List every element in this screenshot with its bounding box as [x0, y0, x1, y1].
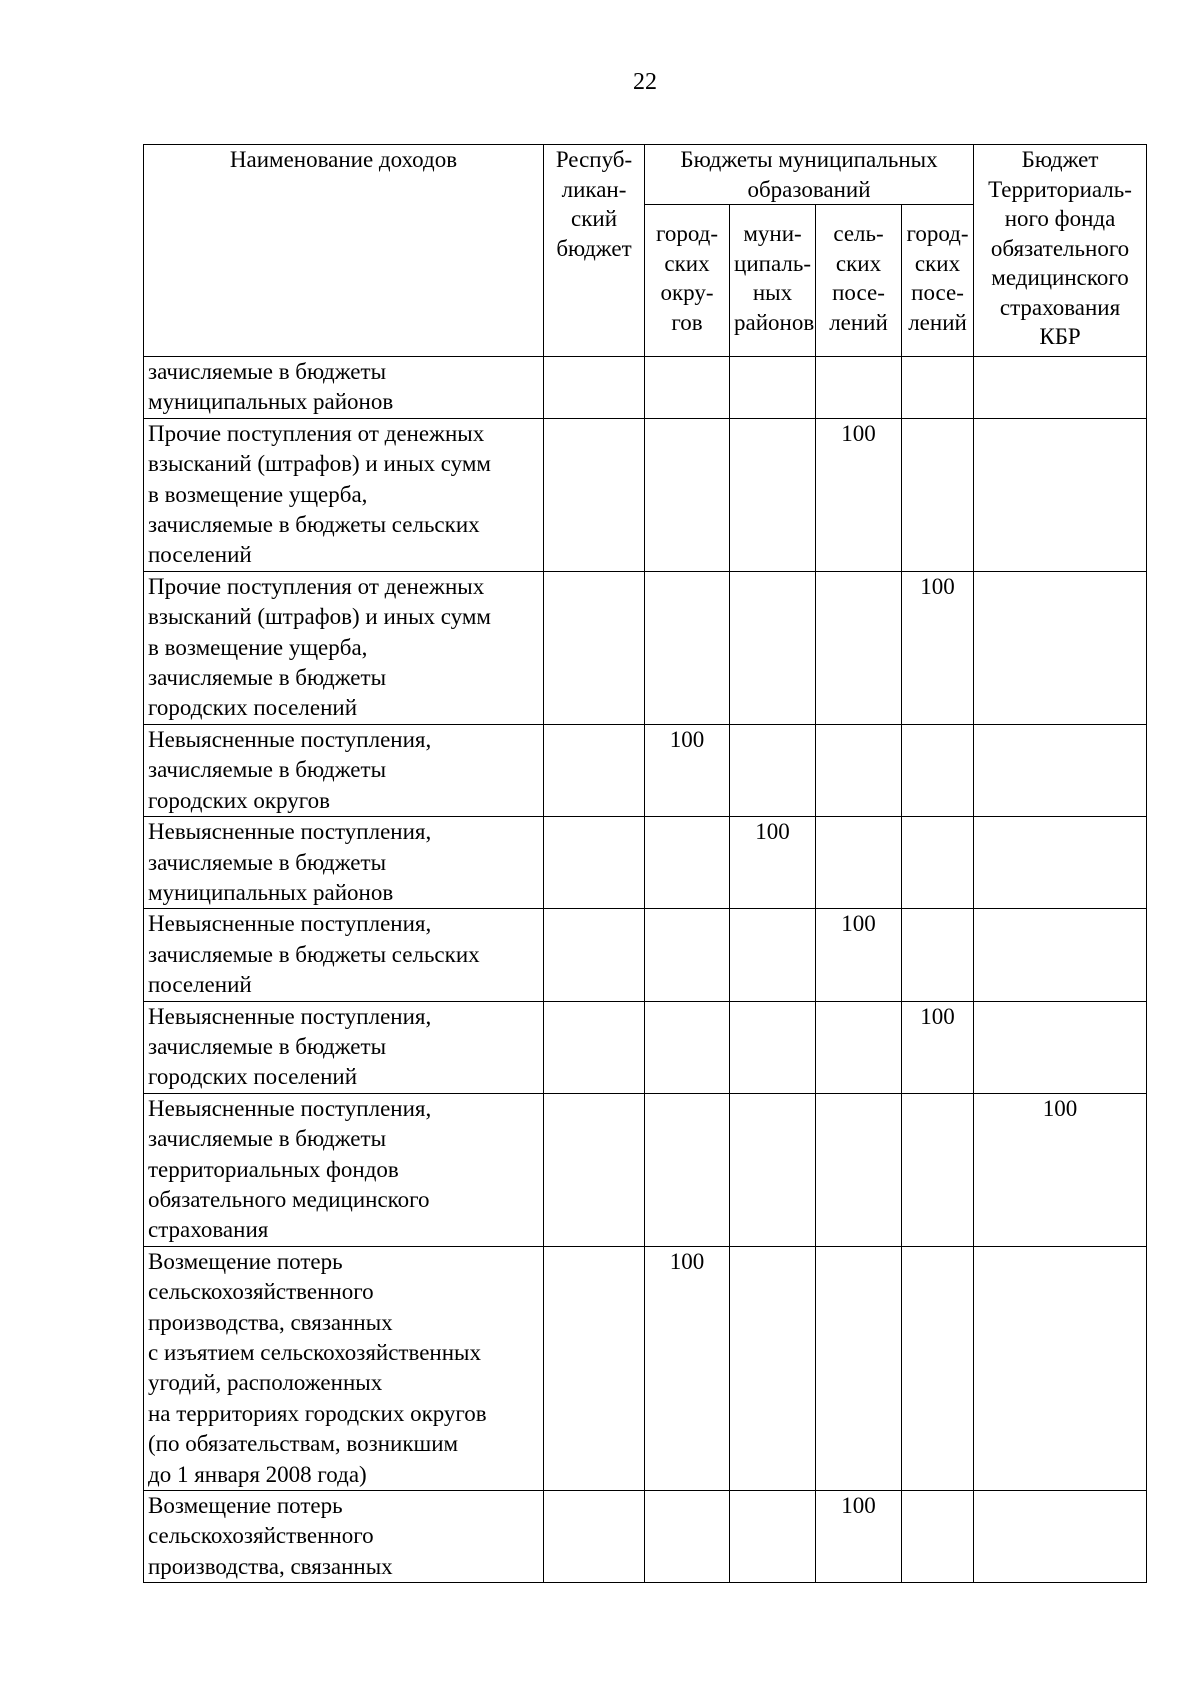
cell-urban-settlements: [902, 724, 974, 816]
revenue-name-line: сельскохозяйственного: [148, 1279, 374, 1305]
cell-municipal-districts: [730, 357, 816, 419]
page-number: 22: [633, 69, 657, 95]
cell-city-districts: [645, 571, 730, 724]
table-row: [144, 357, 1147, 419]
cell-revenue-name: [144, 1491, 544, 1583]
revenue-name-line: поселений: [148, 972, 252, 998]
revenue-name-line: Невыясненные поступления,: [148, 726, 432, 752]
cell-municipal-districts: [730, 724, 816, 816]
revenue-name-line: до 1 января 2008 года): [148, 1461, 367, 1487]
header-republican-budget: [544, 145, 645, 357]
cell-rural-settlements: [816, 571, 902, 724]
header-municipal-budgets: [645, 145, 974, 205]
header-line: лений: [829, 309, 888, 335]
header-line: лений: [908, 309, 967, 335]
cell-republican: [544, 1001, 645, 1093]
cell-republican: [544, 909, 645, 1001]
cell-revenue-name: [144, 418, 544, 571]
cell-tfoms: [974, 817, 1147, 909]
revenue-name-line: Возмещение потерь: [148, 1248, 343, 1274]
table-row: [144, 1001, 1147, 1093]
cell-revenue-name: [144, 357, 544, 419]
cell-city-districts: [645, 1491, 730, 1583]
revenue-name-line: городских поселений: [148, 1064, 358, 1090]
header-line: бюджет: [556, 235, 632, 261]
cell-revenue-name: [144, 1246, 544, 1490]
revenue-name-line: обязательного медицинского: [148, 1186, 430, 1212]
revenue-name-line: Прочие поступления от денежных: [148, 420, 485, 446]
header-line: ных: [752, 280, 793, 305]
cell-city-districts: [645, 357, 730, 419]
header-line: ских: [914, 250, 961, 276]
revenue-name-line: производства, связанных: [148, 1553, 393, 1579]
revenue-name-line: Невыясненные поступления,: [148, 819, 432, 845]
cell-urban-settlements: [902, 909, 974, 1001]
cell-republican: [544, 1093, 645, 1246]
cell-tfoms: [974, 724, 1147, 816]
cell-city-districts: 100: [645, 724, 730, 816]
header-line: Территориаль-: [988, 176, 1132, 202]
header-line: окру-: [660, 280, 714, 305]
cell-republican: [544, 571, 645, 724]
cell-rural-settlements: 100: [816, 418, 902, 571]
revenue-name-line: на территориях городских округов: [148, 1400, 487, 1426]
cell-rural-settlements: [816, 1246, 902, 1490]
cell-republican: [544, 418, 645, 571]
header-line: ских: [835, 250, 882, 276]
header-line: ских: [664, 250, 710, 276]
table-row: [144, 1093, 1147, 1246]
header-line: ский: [571, 206, 617, 231]
revenue-name-line: городских округов: [148, 787, 330, 813]
cell-urban-settlements: [902, 418, 974, 571]
cell-tfoms: [974, 571, 1147, 724]
header-line: посе-: [832, 280, 885, 305]
cell-city-districts: [645, 1093, 730, 1246]
header-urban-settlements: [902, 205, 974, 357]
header-line: муни-: [743, 221, 802, 246]
cell-urban-settlements: [902, 1093, 974, 1246]
cell-municipal-districts: [730, 1246, 816, 1490]
cell-rural-settlements: 100: [816, 1491, 902, 1583]
cell-tfoms: [974, 418, 1147, 571]
revenue-name-line: сельскохозяйственного: [148, 1523, 374, 1549]
header-line: страхования: [999, 294, 1121, 320]
cell-revenue-name: [144, 1093, 544, 1246]
cell-tfoms: [974, 1491, 1147, 1583]
table-row: [144, 1491, 1147, 1583]
header-line: город-: [906, 221, 969, 246]
revenue-name-line: взысканий (штрафов) и иных сумм: [148, 451, 491, 477]
cell-rural-settlements: 100: [816, 909, 902, 1001]
header-line: Респуб-: [555, 147, 633, 172]
table-row: [144, 724, 1147, 816]
cell-tfoms: [974, 1246, 1147, 1490]
cell-tfoms: [974, 1001, 1147, 1093]
revenue-name-line: Прочие поступления от денежных: [148, 573, 485, 599]
header-line: ципаль-: [734, 250, 811, 276]
cell-tfoms: [974, 357, 1147, 419]
cell-republican: [544, 357, 645, 419]
cell-tfoms: 100: [974, 1093, 1147, 1246]
revenue-name-line: угодий, расположенных: [148, 1370, 383, 1396]
cell-municipal-districts: 100: [730, 817, 816, 909]
cell-municipal-districts: [730, 418, 816, 571]
revenue-name-line: Возмещение потерь: [148, 1493, 343, 1519]
table-body: [144, 357, 1147, 1583]
cell-revenue-name: [144, 571, 544, 724]
header-line: районов: [734, 309, 815, 335]
header-municipal-districts: [730, 205, 816, 357]
header-rural-settlements: [816, 205, 902, 357]
header-line: ного фонда: [1004, 206, 1116, 231]
cell-municipal-districts: [730, 1001, 816, 1093]
header-line: ликан-: [561, 176, 627, 202]
revenue-name-line: территориальных фондов: [148, 1156, 399, 1182]
cell-rural-settlements: [816, 1001, 902, 1093]
revenue-name-line: зачисляемые в бюджеты сельских: [148, 941, 480, 967]
header-line: КБР: [1039, 324, 1081, 349]
header-line: Бюджет: [1021, 147, 1099, 172]
header-line: посе-: [911, 280, 964, 305]
table-row: [144, 817, 1147, 909]
header-line: медицинского: [991, 265, 1129, 290]
revenue-name-line: муниципальных районов: [148, 879, 394, 905]
cell-revenue-name: [144, 724, 544, 816]
cell-urban-settlements: [902, 817, 974, 909]
cell-tfoms: [974, 909, 1147, 1001]
revenue-name-line: Невыясненные поступления,: [148, 1003, 432, 1029]
cell-city-districts: 100: [645, 1246, 730, 1490]
revenue-name-line: страхования: [148, 1217, 269, 1243]
revenue-name-line: городских поселений: [148, 695, 358, 721]
cell-municipal-districts: [730, 571, 816, 724]
table-header: [144, 145, 1147, 357]
table-row: [144, 571, 1147, 724]
revenue-name-line: муниципальных районов: [148, 389, 394, 415]
cell-rural-settlements: [816, 357, 902, 419]
cell-revenue-name: [144, 909, 544, 1001]
cell-city-districts: [645, 418, 730, 571]
revenue-name-line: в возмещение ущерба,: [148, 634, 368, 660]
header-line: обязательного: [990, 235, 1130, 261]
cell-republican: [544, 1491, 645, 1583]
table-row: [144, 909, 1147, 1001]
revenue-name-line: зачисляемые в бюджеты: [148, 1033, 387, 1059]
header-revenue-name: Наименование доходов: [144, 145, 544, 357]
header-line: гов: [671, 309, 703, 335]
header-line: Бюджеты муниципальных: [680, 147, 938, 172]
revenue-name-line: (по обязательствам, возникшим: [148, 1431, 459, 1457]
revenue-name-line: Невыясненные поступления,: [148, 1095, 432, 1121]
revenue-name-line: производства, связанных: [148, 1309, 393, 1335]
cell-rural-settlements: [816, 1093, 902, 1246]
cell-rural-settlements: [816, 724, 902, 816]
revenue-name-line: зачисляемые в бюджеты сельских: [148, 512, 480, 538]
cell-revenue-name: [144, 1001, 544, 1093]
revenue-name-line: Невыясненные поступления,: [148, 911, 432, 937]
cell-municipal-districts: [730, 909, 816, 1001]
revenue-distribution-table: [143, 144, 1147, 1583]
revenue-name-line: зачисляемые в бюджеты: [148, 359, 387, 384]
cell-municipal-districts: [730, 1093, 816, 1246]
header-line: образований: [747, 176, 871, 202]
cell-city-districts: [645, 909, 730, 1001]
cell-urban-settlements: 100: [902, 571, 974, 724]
header-city-districts: [645, 205, 730, 357]
cell-municipal-districts: [730, 1491, 816, 1583]
revenue-name-line: зачисляемые в бюджеты: [148, 665, 387, 691]
cell-city-districts: [645, 817, 730, 909]
cell-urban-settlements: 100: [902, 1001, 974, 1093]
revenue-name-line: зачисляемые в бюджеты: [148, 1126, 387, 1152]
table-row: [144, 1246, 1147, 1490]
header-line: город-: [655, 221, 719, 246]
cell-revenue-name: [144, 817, 544, 909]
cell-republican: [544, 724, 645, 816]
cell-urban-settlements: [902, 1491, 974, 1583]
cell-republican: [544, 817, 645, 909]
revenue-name-line: взысканий (штрафов) и иных сумм: [148, 604, 491, 630]
cell-urban-settlements: [902, 1246, 974, 1490]
cell-rural-settlements: [816, 817, 902, 909]
revenue-name-line: в возмещение ущерба,: [148, 481, 368, 507]
revenue-name-line: поселений: [148, 542, 252, 568]
cell-republican: [544, 1246, 645, 1490]
cell-city-districts: [645, 1001, 730, 1093]
revenue-name-line: зачисляемые в бюджеты: [148, 757, 387, 783]
cell-urban-settlements: [902, 357, 974, 419]
header-tfoms-budget: [974, 145, 1147, 357]
header-line: сель-: [833, 221, 884, 246]
table-row: [144, 418, 1147, 571]
revenue-name-line: зачисляемые в бюджеты: [148, 849, 387, 875]
revenue-name-line: с изъятием сельскохозяйственных: [148, 1340, 481, 1365]
